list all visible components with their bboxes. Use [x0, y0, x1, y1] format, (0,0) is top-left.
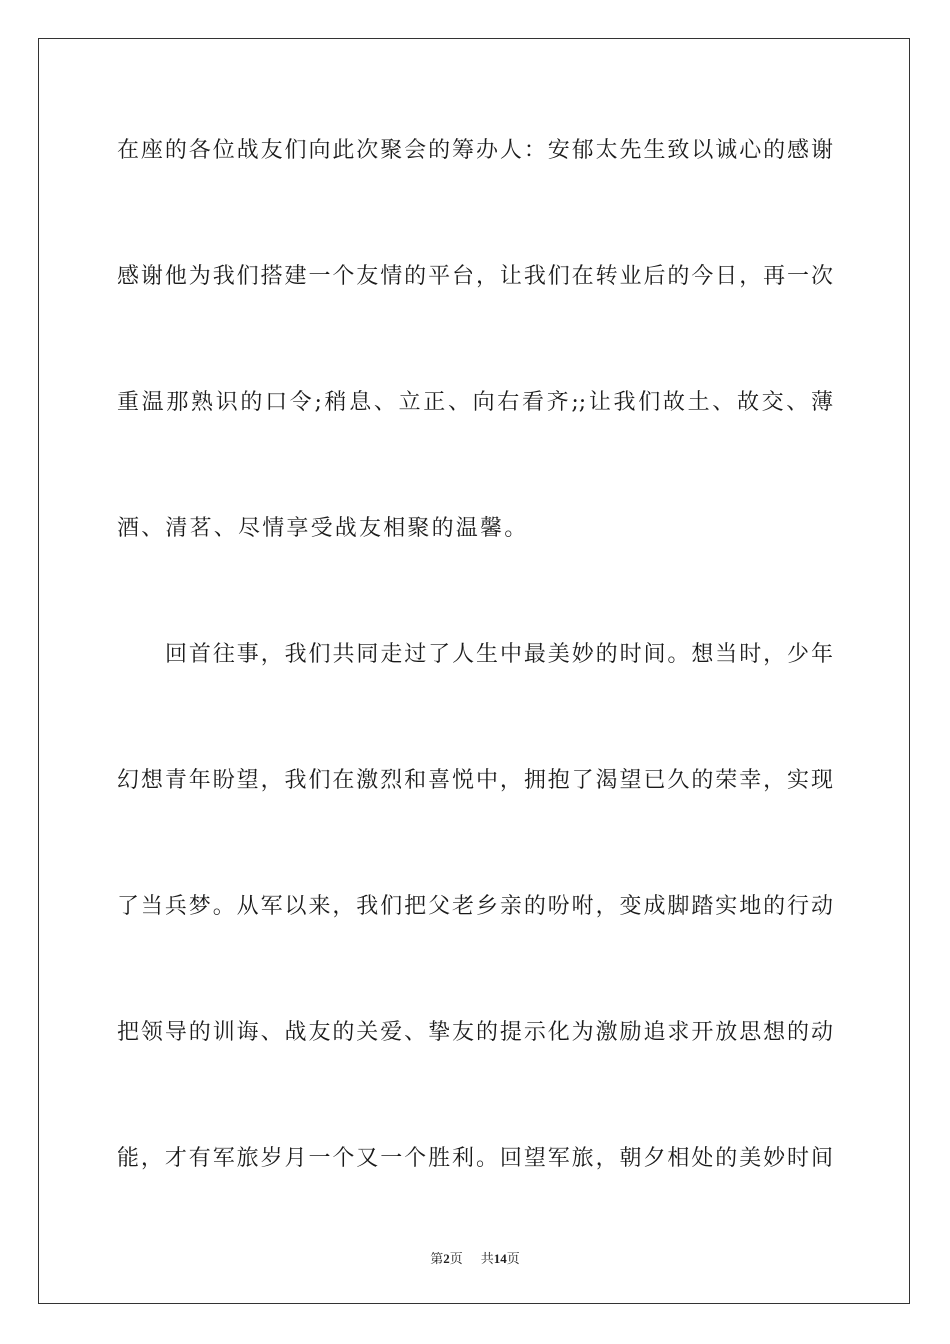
page-footer	[0, 1248, 950, 1267]
page-number: 2	[443, 1251, 450, 1266]
page-prefix: 第	[430, 1251, 444, 1266]
text-line-4: 酒、清茗、尽情享受战友相聚的温馨。	[117, 516, 529, 541]
page-suffix: 页	[449, 1251, 463, 1266]
text-line-1: 在座的各位战友们向此次聚会的筹办人：安郁太先生致以诚心的感谢	[117, 138, 833, 163]
text-line-2: 感谢他为我们搭建一个友情的平台，让我们在转业后的今日，再一次	[117, 264, 833, 289]
text-line-3: 重温那熟识的口令;稍息、立正、向右看齐;;让我们故土、故交、薄	[117, 390, 833, 415]
document-body	[117, 132, 833, 1266]
text-line-7: 了当兵梦。从军以来，我们把父老乡亲的吩咐，变成脚踏实地的行动	[117, 894, 833, 919]
total-pages: 14	[493, 1251, 507, 1266]
text-line-8: 把领导的训诲、战友的关爱、挚友的提示化为激励追求开放思想的动	[117, 1020, 833, 1045]
total-prefix: 共	[480, 1251, 494, 1266]
total-suffix: 页	[506, 1251, 520, 1266]
text-line-9: 能，才有军旅岁月一个又一个胜利。回望军旅，朝夕相处的美妙时间	[117, 1146, 833, 1171]
text-line-5: 回首往事，我们共同走过了人生中最美妙的时间。想当时，少年	[165, 642, 833, 667]
text-line-6: 幻想青年盼望，我们在激烈和喜悦中，拥抱了渴望已久的荣幸，实现	[117, 768, 833, 793]
